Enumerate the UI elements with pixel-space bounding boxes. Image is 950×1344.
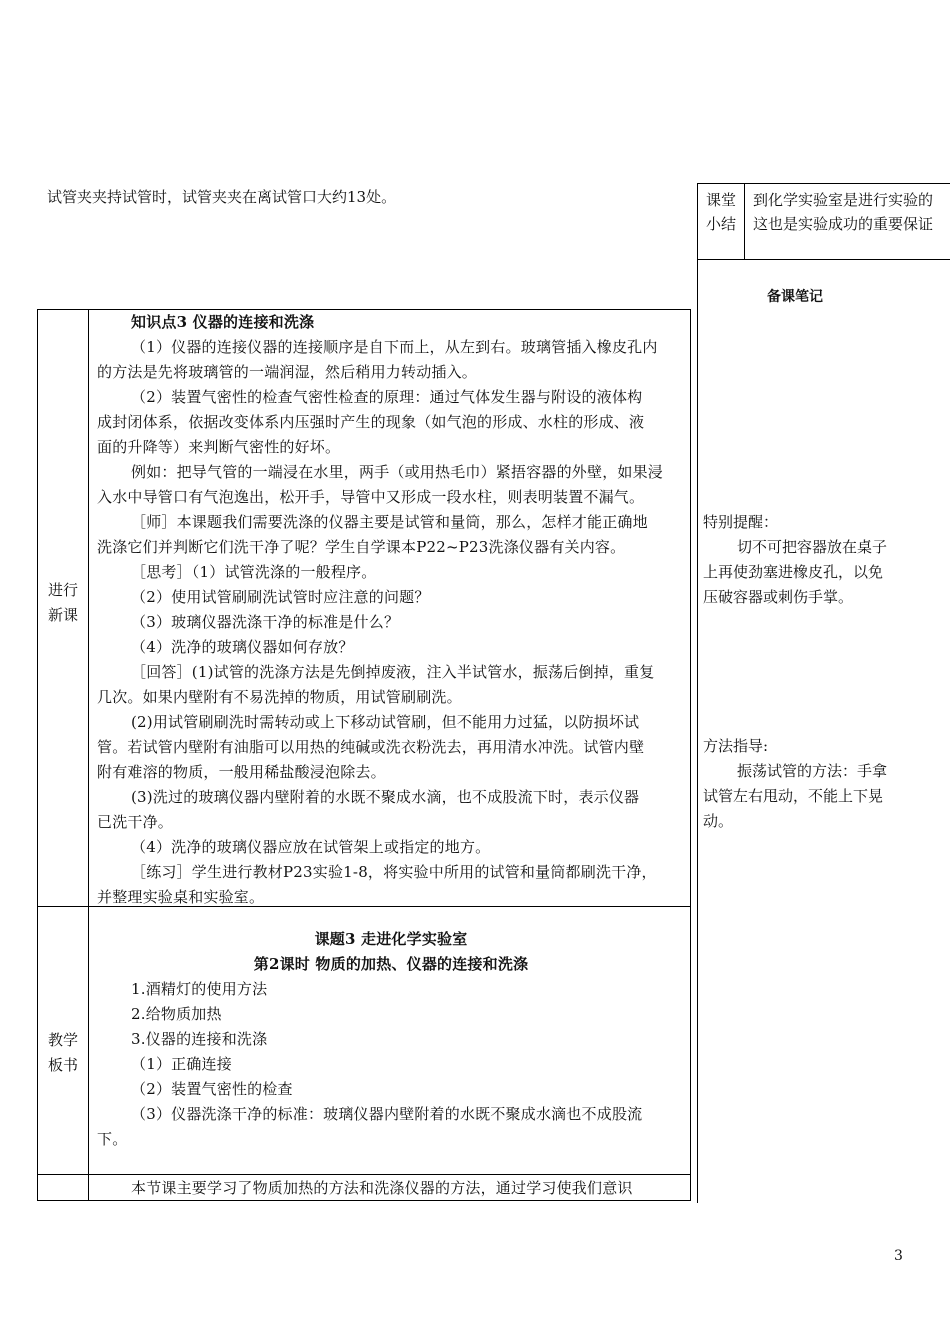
body-line: 例如：把导气管的一端浸在水里，两手（或用热毛巾）紧捂容器的外壁，如果浸: [131, 463, 664, 481]
side-tip-heading: 特别提醒：: [703, 513, 779, 531]
body-line: （4）洗净的玻璃仪器应放在试管架上或指定的地方。: [131, 838, 491, 856]
board-line: 1.酒精灯的使用方法: [131, 980, 268, 998]
notes-heading: 备课笔记: [767, 289, 823, 305]
body-line: ［思考］（1）试管洗涤的一般程序。: [131, 563, 377, 581]
table-row-divider-2: [37, 1174, 691, 1175]
summary-cell-bottom-border: [697, 259, 950, 260]
table-label-divider: [88, 309, 89, 1201]
side-tip-line: 压破容器或刺伤手掌。: [703, 588, 854, 606]
summary-cell-top-border: [697, 183, 950, 184]
right-column-left-border: [697, 183, 698, 1203]
board-subtitle: 第2课时 物质的加热、仪器的连接和洗涤: [253, 955, 529, 973]
section-board-label: 教学 板书: [47, 1031, 78, 1074]
body-line: 几次。如果内壁附有不易洗掉的物质，用试管刷刷洗。: [97, 688, 462, 706]
body-line: 并整理实验桌和实验室。: [97, 888, 265, 906]
table-right-border: [690, 309, 691, 1201]
side-method-heading: 方法指导:: [703, 737, 769, 755]
summary-cell-text: 到化学实验室是进行实验的 这也是实验成功的重要保证: [753, 191, 934, 233]
body-line: 管。若试管内壁附有油脂可以用热的纯碱或洗衣粉洗去，再用清水冲洗。试管内壁: [97, 738, 645, 756]
body-line: 成封闭体系，依据改变体系内压强时产生的现象（如气泡的形成、水柱的形成、液: [97, 413, 645, 431]
page-number: 3: [894, 1248, 903, 1264]
top-note: 试管夹夹持试管时，试管夹夹在离试管口大约13处。: [47, 188, 397, 206]
side-method-line: 试管左右甩动，不能上下晃: [703, 787, 884, 805]
summary-cell-divider: [744, 183, 745, 260]
body-line: （4）洗净的玻璃仪器如何存放？: [131, 638, 354, 656]
body-line: （3）玻璃仪器洗涤干净的标准是什么？: [131, 613, 400, 631]
body-line: (3)洗过的玻璃仪器内壁附着的水既不聚成水滴，也不成股流下时，表示仪器: [131, 788, 640, 806]
side-tip: [703, 510, 909, 610]
board-line: 3.仪器的连接和洗涤: [131, 1030, 268, 1048]
body-line: 入水中导管口有气泡逸出，松开手，导管中又形成一段水柱，则表明装置不漏气。: [97, 488, 645, 506]
board-line: （2）装置气密性的检查: [131, 1080, 293, 1098]
body-line: ［回答］(1)试管的洗涤方法是先倒掉废液，注入半试管水，振荡后倒掉，重复: [131, 663, 655, 681]
side-tip-line: 切不可把容器放在桌子: [737, 538, 888, 556]
side-method-line: 振荡试管的方法：手拿: [737, 762, 888, 780]
summary-cell-label: 课堂 小结: [705, 191, 736, 233]
body-line: (2)用试管刷刷洗时需转动或上下移动试管刷，但不能用力过猛，以防损坏试: [131, 713, 640, 731]
body-line: 的方法是先将玻璃管的一端润湿，然后稍用力转动插入。: [97, 363, 478, 381]
body-line: 面的升降等）来判断气密性的好坏。: [97, 438, 341, 456]
summary-bottom-text: 本节课主要学习了物质加热的方法和洗涤仪器的方法，通过学习使我们意识: [131, 1179, 633, 1197]
side-tip-line: 上再使劲塞进橡皮孔，以免: [703, 563, 884, 581]
knowledge-point-title: 知识点3 仪器的连接和洗涤: [131, 313, 315, 331]
board-line: （1）正确连接: [131, 1055, 232, 1073]
body-line: ［师］本课题我们需要洗涤的仪器主要是试管和量筒，那么，怎样才能正确地: [131, 513, 648, 531]
body-line: ［练习］学生进行教材P23实验1-8，将实验中所用的试管和量筒都刷洗干净，: [131, 863, 657, 881]
side-method-line: 动。: [703, 812, 734, 830]
side-method: [703, 734, 909, 834]
body-line: 已洗干净。: [97, 813, 174, 831]
body-line: 附有难溶的物质，一般用稀盐酸浸泡除去。: [97, 763, 386, 781]
board-line: 下。: [97, 1130, 128, 1148]
body-line: 洗涤它们并判断它们洗干净了呢？学生自学课本P22~P23洗涤仪器有关内容。: [97, 538, 626, 556]
board-line: 2.给物质加热: [131, 1005, 222, 1023]
body-line: （2）使用试管刷刷洗试管时应注意的问题？: [131, 588, 430, 606]
body-line: （1）仪器的连接仪器的连接顺序是自下而上，从左到右。玻璃管插入橡皮孔内: [131, 338, 658, 356]
section-new-label: 进行 新课: [47, 581, 78, 624]
board-line: （3）仪器洗涤干净的标准：玻璃仪器内壁附着的水既不聚成水滴也不成股流: [131, 1105, 643, 1123]
body-line: （2）装置气密性的检查气密性检查的原理：通过气体发生器与附设的液体构: [131, 388, 643, 406]
board-title: 课题3 走进化学实验室: [314, 930, 468, 948]
